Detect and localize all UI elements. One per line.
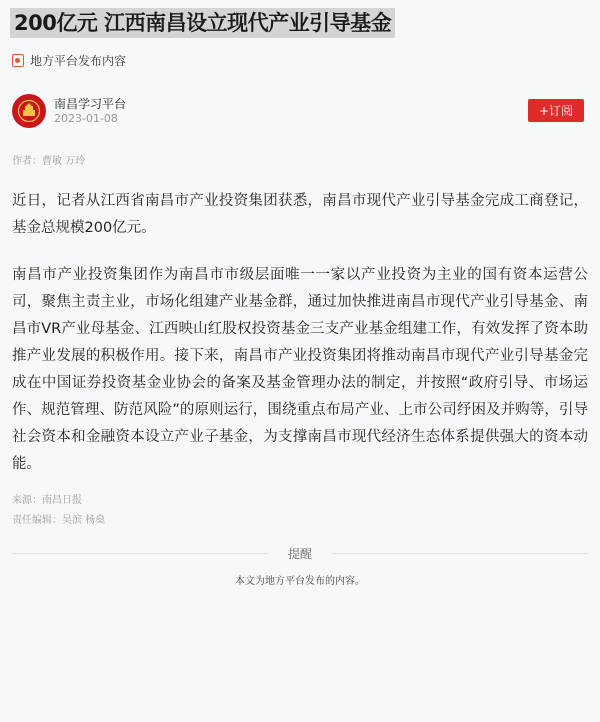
source-tag-label: 地方平台发布内容 <box>30 54 127 68</box>
article-editor: 责任编辑：吴滨 杨燊 <box>12 515 106 526</box>
title-wrap <box>10 8 395 38</box>
account-row <box>12 94 586 128</box>
publish-date: 2023-01-08 <box>54 112 118 125</box>
platform-badge-icon <box>12 54 24 67</box>
article-paragraph-2: 南昌市产业投资集团作为南昌市市级层面唯一一家以产业投资为主业的国有资本运营公司，聚焦主责主业，市场化组建产业基金群，通过加快推进南昌市现代产业引导基金、南昌市VR产业母基金、江西映山红股权投资基金三支产业基金组建工作，有效发挥了资本助推产业发展的积极作用。接下来，南昌市产业投资集团将推动南昌市现代产业引导基金完成在中国证券投资基金业协会的备案及基金管理办法的制定，并按照“政府引导、市场运作、规范管理、防范风险”的原则运行，围绕重点布局产业、上市公司纾困及并购等，引导社会资本和金融资本设立产业子基金，为支撑南昌市现代经济生态体系提供强大的资本动能。 <box>12 267 588 472</box>
notice-divider-right <box>332 553 588 554</box>
article-source: 来源：南昌日报 <box>12 495 82 506</box>
notice-text: 本文为地方平台发布的内容。 <box>235 576 365 587</box>
avatar[interactable] <box>12 94 46 128</box>
account-name[interactable]: 南昌学习平台 <box>54 97 127 111</box>
subscribe-button[interactable]: +订阅 <box>528 99 584 122</box>
notice-title: 提醒 <box>287 547 312 561</box>
article-writer: 作者：曹敏 万玲 <box>12 156 86 167</box>
nanchang-emblem-icon <box>17 99 41 123</box>
notice-divider-left <box>12 553 268 554</box>
article-title: 200亿元 江西南昌设立现代产业引导基金 <box>10 8 395 38</box>
source-tag <box>12 52 126 69</box>
article-paragraph-1: 近日，记者从江西省南昌市产业投资集团获悉，南昌市现代产业引导基金完成工商登记，基金总规模200亿元。 <box>12 193 588 236</box>
